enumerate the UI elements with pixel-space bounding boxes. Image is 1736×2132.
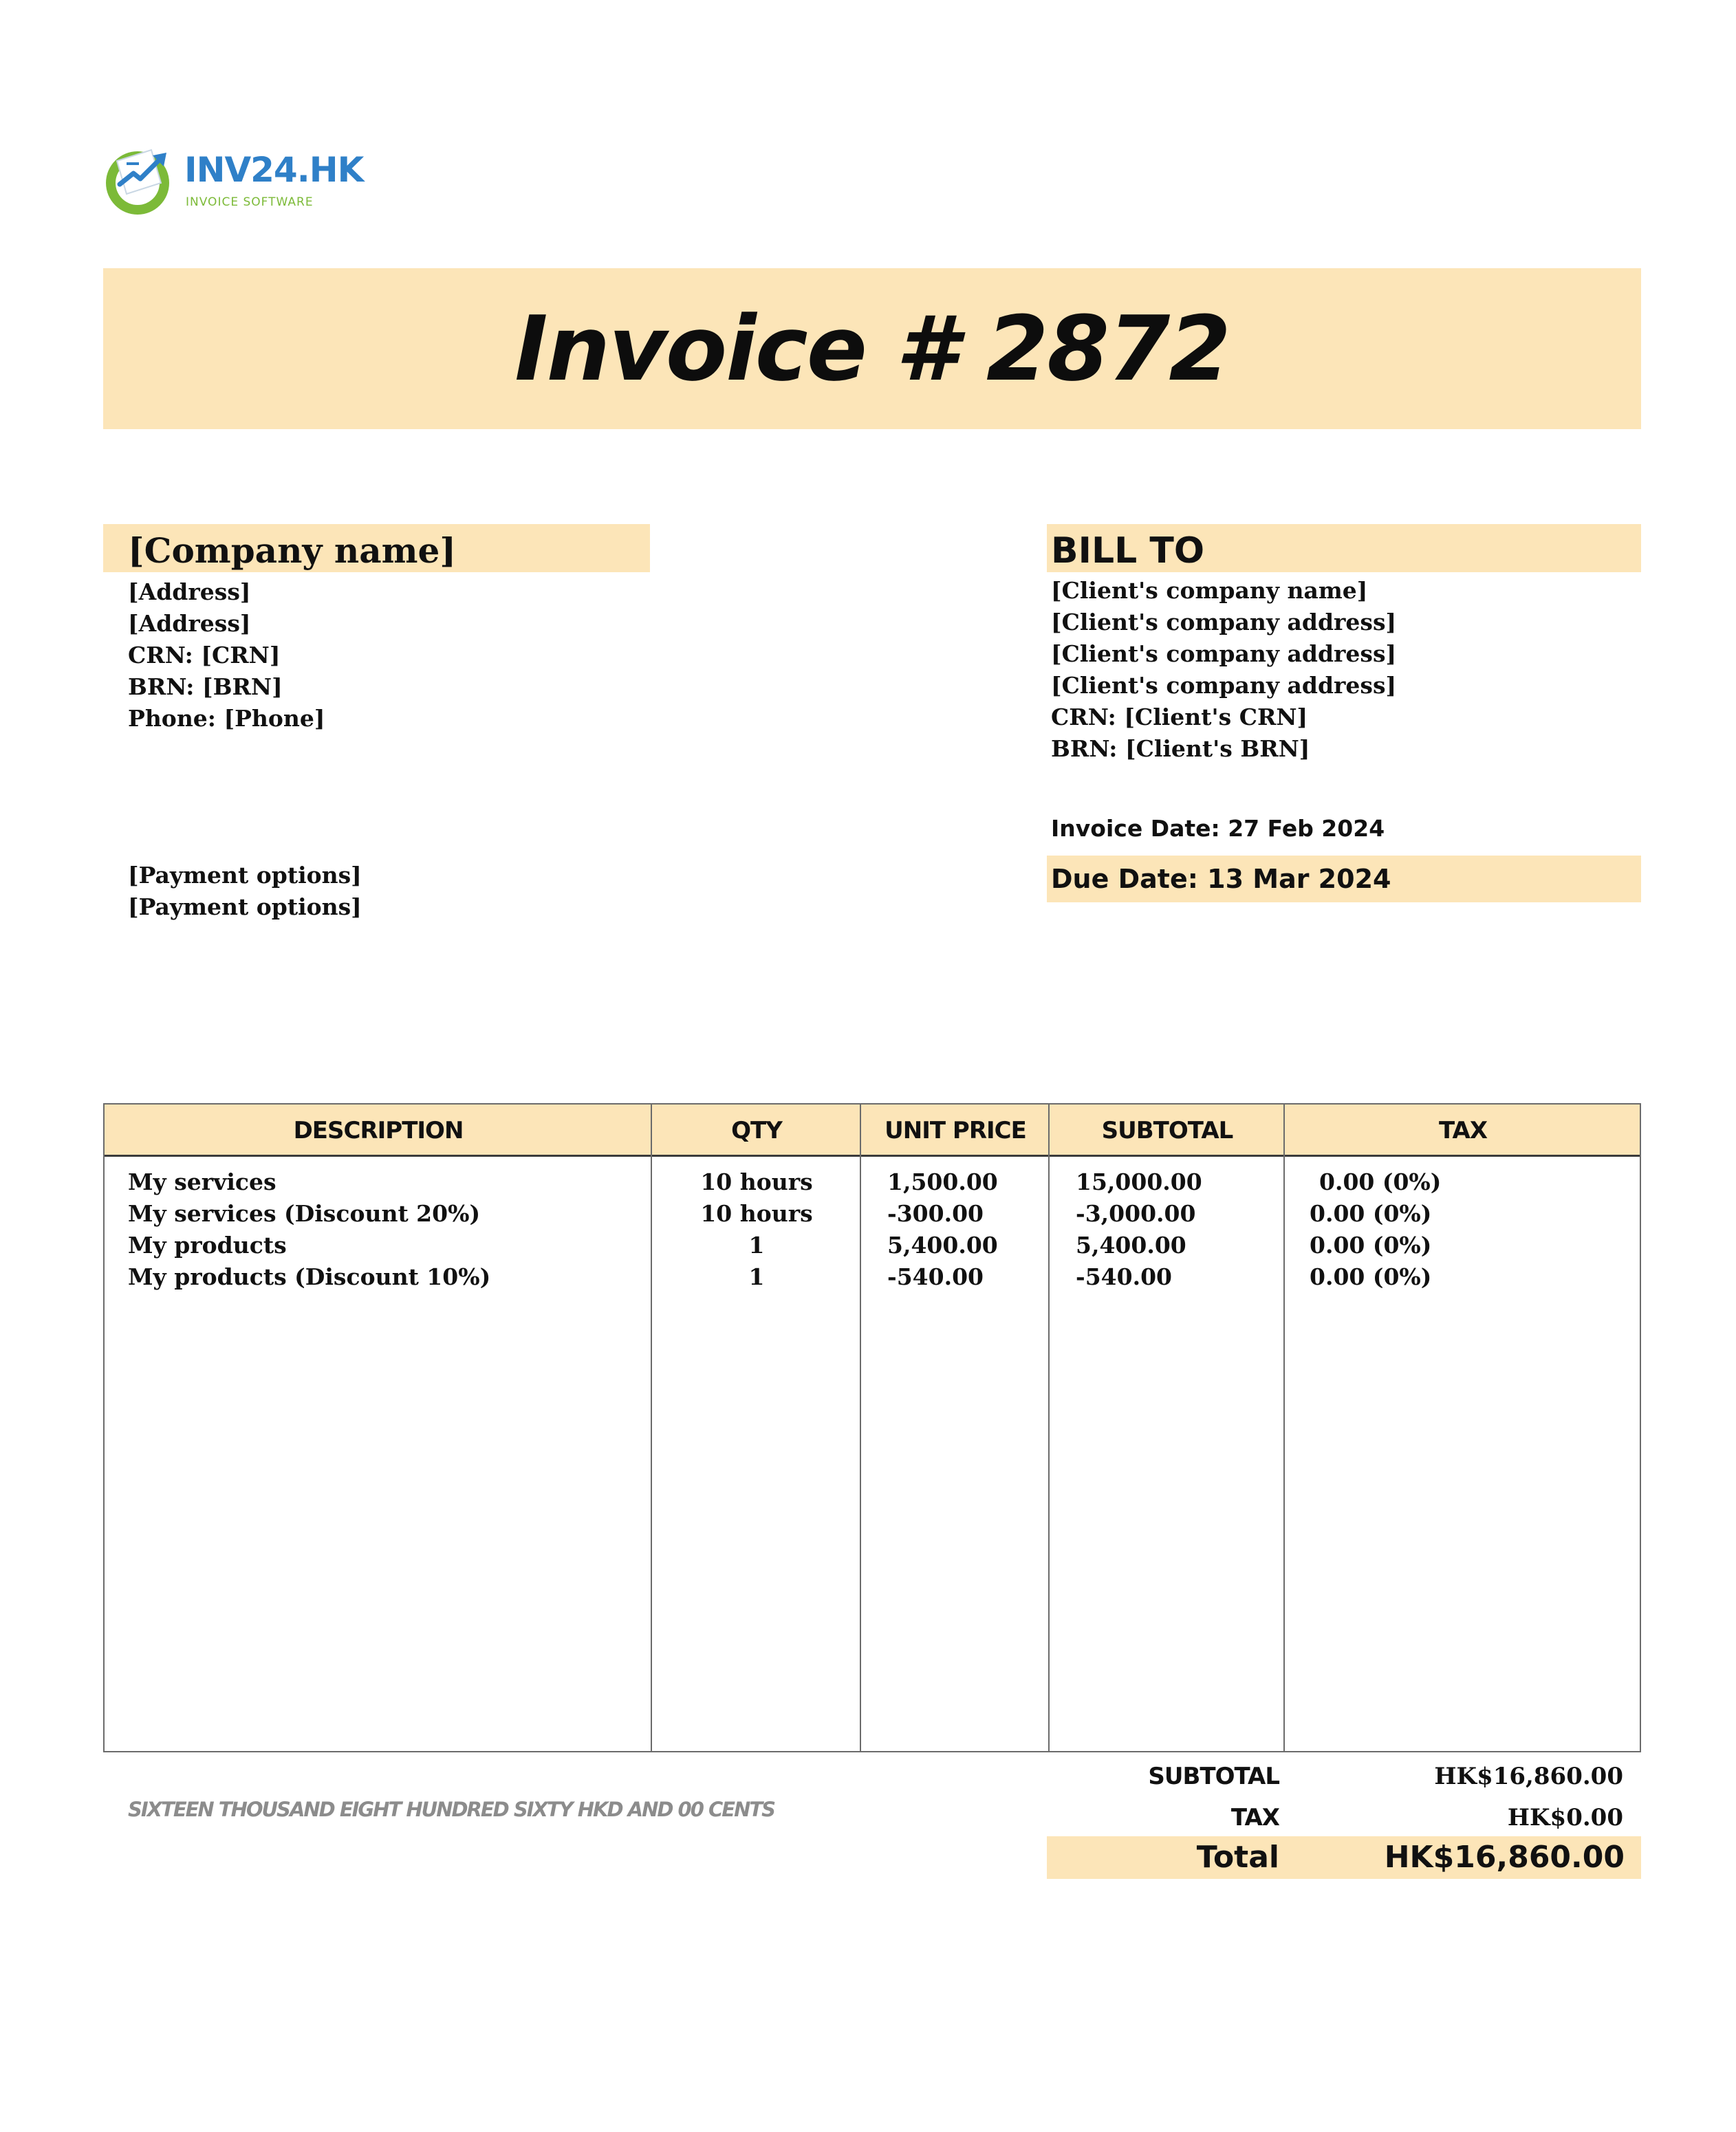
invoice-date: Invoice Date: 27 Feb 2024 [1051,815,1385,842]
logo-emblem-icon [103,146,180,217]
tax-value: HK$0.00 [1507,1804,1623,1831]
item-description: My services [128,1168,276,1195]
client-crn: CRN: [Client's CRN] [1051,704,1308,730]
company-crn: CRN: [CRN] [128,642,281,668]
item-description: My products [128,1232,287,1259]
client-details [1051,575,1396,765]
table-row [105,1166,1640,1198]
company-brn: BRN: [BRN] [128,673,283,700]
total-value: HK$16,860.00 [1384,1840,1625,1875]
item-tax: 0.00 (0%) [1319,1168,1442,1195]
item-subtotal: 15,000.00 [1076,1168,1202,1195]
client-address-1: [Client's company address] [1051,609,1397,635]
subtotal-label: SUBTOTAL [1148,1763,1279,1790]
item-description: My services (Discount 20%) [128,1200,481,1227]
client-brn: BRN: [Client's BRN] [1051,735,1310,762]
item-unit-price: 1,500.00 [887,1168,998,1195]
item-qty: 10 hours [700,1200,813,1227]
company-address-1: [Address] [128,578,251,605]
item-unit-price: -300.00 [887,1200,984,1227]
company-address-2: [Address] [128,610,251,637]
brand-logo [103,146,364,221]
header-tax: TAX [1438,1117,1488,1144]
brand-tagline: INVOICE SOFTWARE [186,195,314,209]
item-description: My products (Discount 10%) [128,1263,491,1290]
company-details [128,576,325,735]
item-unit-price: -540.00 [887,1263,984,1290]
total-label: Total [1196,1840,1279,1875]
item-qty: 10 hours [700,1168,813,1195]
item-qty: 1 [748,1263,765,1290]
client-address-3: [Client's company address] [1051,672,1397,699]
item-tax: 0.00 (0%) [1310,1263,1432,1290]
company-phone: Phone: [Phone] [128,705,325,732]
item-qty: 1 [748,1232,765,1259]
header-subtotal: SUBTOTAL [1101,1117,1233,1144]
items-table [103,1103,1641,1752]
brand-name: INV24.HK [184,150,364,190]
header-qty: QTY [731,1117,782,1144]
item-subtotal: 5,400.00 [1076,1232,1186,1259]
table-row [105,1261,1640,1293]
item-tax: 0.00 (0%) [1310,1232,1432,1259]
payment-options [128,860,362,923]
client-company-name: [Client's company name] [1051,577,1368,604]
header-description: DESCRIPTION [293,1117,464,1144]
tax-label: TAX [1230,1804,1279,1831]
item-unit-price: 5,400.00 [887,1232,998,1259]
item-subtotal: -540.00 [1076,1263,1172,1290]
company-name: [Company name] [128,530,457,571]
table-row [105,1230,1640,1261]
table-row [105,1198,1640,1230]
payment-option-1: [Payment options] [128,862,362,889]
due-date: Due Date: 13 Mar 2024 [1051,864,1391,894]
client-address-2: [Client's company address] [1051,640,1397,667]
header-unit-price: UNIT PRICE [885,1117,1026,1144]
payment-option-2: [Payment options] [128,893,362,920]
item-tax: 0.00 (0%) [1310,1200,1432,1227]
bill-to-heading: BILL TO [1051,530,1205,572]
item-subtotal: -3,000.00 [1076,1200,1196,1227]
table-header [105,1105,1640,1157]
subtotal-value: HK$16,860.00 [1434,1763,1623,1790]
amount-in-words: SIXTEEN THOUSAND EIGHT HUNDRED SIXTY HKD AND 00 CENTS [128,1798,775,1821]
invoice-title: Invoice # 2872 [514,296,1230,401]
